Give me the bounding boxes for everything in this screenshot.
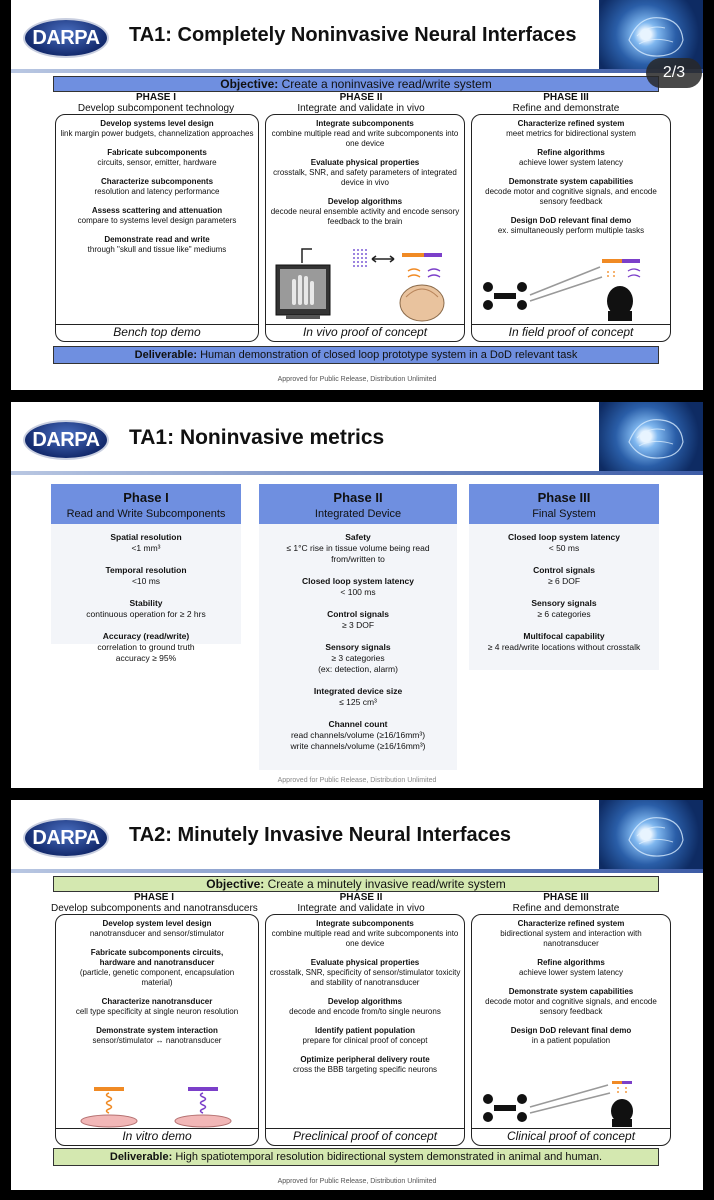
- phase-item: Characterize refined system meet metrics for bidirectional system: [506, 119, 636, 138]
- phase-item: Fabricate subcomponents circuits, hardware and nanotransducer (particle, genetic component, encapsulation material): [79, 948, 235, 987]
- metrics-phase3-column: [469, 484, 659, 670]
- metric-item: Sensory signals ≥ 6 categories: [531, 598, 597, 619]
- clinical-illustration: [480, 1081, 664, 1127]
- phase-item: Fabricate subcomponents circuits, sensor, emitter, hardware: [97, 148, 217, 167]
- metric-item: Temporal resolution <10 ms: [105, 565, 187, 586]
- phase-item: Demonstrate system capabilities decode motor and cognitive signals, and encode sensory feedback: [485, 177, 657, 206]
- phase-item: Characterize nanotransducer cell type specificity at single neuron resolution: [75, 997, 239, 1016]
- phase-item: Identify patient population prepare for clinical proof of concept: [302, 1026, 428, 1045]
- invivo-illustration: [272, 245, 460, 323]
- phase3-header: PHASE III Refine and demonstrate: [512, 892, 620, 914]
- phase2-footer: Preclinical proof of concept: [266, 1128, 464, 1144]
- phase-item: Design DoD relevant final demo in a patient population: [510, 1026, 632, 1045]
- slide-header: [11, 402, 703, 474]
- phase3-footer: In field proof of concept: [472, 324, 670, 340]
- phase-item: Characterize refined system bidirectional system and interaction with nanotransducer: [500, 919, 642, 948]
- metrics-phase3-header: Phase III Final System: [469, 484, 659, 524]
- phase-item: Develop systems level design link margin power budgets, channelization approaches: [60, 119, 254, 138]
- phase-item: Refine algorithms achieve lower system latency: [518, 958, 624, 977]
- metric-item: Control signals ≥ 6 DOF: [533, 565, 595, 586]
- metric-item: Safety ≤ 1°C rise in tissue volume being read from/written to: [286, 532, 430, 564]
- invitro-illustration: [66, 1087, 250, 1129]
- brain-image: [599, 800, 703, 869]
- metrics-phase2-header: Phase II Integrated Device: [259, 484, 457, 524]
- metric-item: Stability continuous operation for ≥ 2 hrs: [86, 598, 206, 619]
- phase-item: Evaluate physical properties crosstalk, SNR, and safety parameters of integrated device in vivo: [273, 158, 457, 187]
- objective-bar: Objective: Create a minutely invasive read/write system: [53, 876, 659, 892]
- metrics-phase1-body: [51, 524, 241, 663]
- phase2-column: [265, 114, 465, 342]
- header-rule: [11, 69, 703, 73]
- phase-item: Integrate subcomponents combine multiple read and write subcomponents into one device: [271, 119, 459, 148]
- phase3-header: PHASE III Refine and demonstrate: [512, 92, 620, 114]
- metric-item: Spatial resolution <1 mm³: [110, 532, 182, 553]
- metric-item: Control signals ≥ 3 DOF: [327, 609, 389, 630]
- header-rule: [11, 471, 703, 475]
- metrics-phase1-column: [51, 484, 241, 663]
- field-illustration: [480, 257, 664, 323]
- deliverable-bar: Deliverable: Human demonstration of closed loop prototype system in a DoD relevant task: [53, 346, 659, 364]
- page-badge[interactable]: 2/3: [646, 58, 702, 88]
- metric-item: Closed loop system latency < 100 ms: [302, 576, 414, 597]
- release-note: Approved for Public Release, Distribution Unlimited: [277, 376, 437, 383]
- objective-bar: Objective: Create a noninvasive read/write system: [53, 76, 659, 92]
- phase2-column: [265, 914, 465, 1146]
- metric-item: Multifocal capability ≥ 4 read/write locations without crosstalk: [487, 631, 641, 652]
- slide-ta2-minutely-invasive: [11, 800, 703, 1190]
- metrics-phase3-body: [469, 524, 659, 670]
- metrics-phase2-column: [259, 484, 457, 770]
- slide-title: TA1: Noninvasive metrics: [129, 426, 385, 449]
- phase3-column: [471, 114, 671, 342]
- phase-item: Demonstrate read and write through "skull and tissue like" mediums: [87, 235, 227, 254]
- phase3-column: [471, 914, 671, 1146]
- phase-item: Develop system level design nanotransducer and sensor/stimulator: [89, 919, 225, 938]
- phase-item: Refine algorithms achieve lower system latency: [518, 148, 624, 167]
- brain-image: [599, 402, 703, 471]
- metrics-phase2-body: [259, 524, 457, 770]
- release-note: Approved for Public Release, Distribution Unlimited: [277, 1178, 437, 1185]
- phase-item: Develop algorithms decode neural ensemble activity and encode sensory feedback to the brain: [270, 197, 460, 226]
- phase-item: Demonstrate system capabilities decode motor and cognitive signals, and encode sensory feedback: [485, 987, 657, 1016]
- metrics-phase1-header: Phase I Read and Write Subcomponents: [51, 484, 241, 524]
- slide-header: [11, 0, 703, 72]
- phase2-header: PHASE II Integrate and validate in vivo: [297, 92, 425, 114]
- darpa-logo: DARPA: [23, 420, 109, 460]
- phase-item: Characterize subcomponents resolution and latency performance: [94, 177, 220, 196]
- phase1-header: PHASE I Develop subcomponent technology: [77, 92, 235, 114]
- deliverable-bar: Deliverable: High spatiotemporal resolution bidirectional system demonstrated in animal and human.: [53, 1148, 659, 1166]
- phase-item: Integrate subcomponents combine multiple read and write subcomponents into one device: [271, 919, 459, 948]
- darpa-logo: DARPA: [23, 18, 109, 58]
- slide-ta1-noninvasive: [11, 0, 703, 390]
- release-note: Approved for Public Release, Distribution Unlimited: [277, 777, 437, 784]
- phase1-footer: In vitro demo: [56, 1128, 258, 1144]
- phase-item: Develop algorithms decode and encode from/to single neurons: [289, 997, 441, 1016]
- phase1-column: [55, 114, 259, 342]
- metric-item: Integrated device size ≤ 125 cm³: [313, 686, 403, 707]
- phase2-header: PHASE II Integrate and validate in vivo: [297, 892, 425, 914]
- phase3-footer: Clinical proof of concept: [472, 1128, 670, 1144]
- metric-item: Sensory signals ≥ 3 categories (ex: detection, alarm): [318, 642, 398, 674]
- header-rule: [11, 869, 703, 873]
- phase-item: Demonstrate system interaction sensor/stimulator ↔ nanotransducer: [92, 1026, 222, 1045]
- phase-item: Design DoD relevant final demo ex. simultaneously perform multiple tasks: [497, 216, 645, 235]
- phase-item: Optimize peripheral delivery route cross the BBB targeting specific neurons: [292, 1055, 438, 1074]
- slide-header: [11, 800, 703, 872]
- phase2-footer: In vivo proof of concept: [266, 324, 464, 340]
- phase-item: Evaluate physical properties crosstalk, SNR, specificity of sensor/stimulator toxicity and stability of nanotransducer: [269, 958, 461, 987]
- phase1-column: [55, 914, 259, 1146]
- metric-item: Channel count read channels/volume (≥16/16mm³) write channels/volume (≥16/16mm³): [290, 719, 426, 751]
- metric-item: Closed loop system latency < 50 ms: [508, 532, 620, 553]
- darpa-logo: DARPA: [23, 818, 109, 858]
- slide-title: TA1: Completely Noninvasive Neural Interfaces: [129, 24, 577, 46]
- phase-item: Assess scattering and attenuation compare to systems level design parameters: [77, 206, 237, 225]
- slide-title: TA2: Minutely Invasive Neural Interfaces: [129, 824, 511, 846]
- slide-ta1-metrics: [11, 402, 703, 788]
- phase1-footer: Bench top demo: [56, 324, 258, 340]
- phase1-header: PHASE I Develop subcomponents and nanotransducers: [51, 892, 258, 914]
- metric-item: Accuracy (read/write) correlation to ground truth accuracy ≥ 95%: [97, 631, 195, 663]
